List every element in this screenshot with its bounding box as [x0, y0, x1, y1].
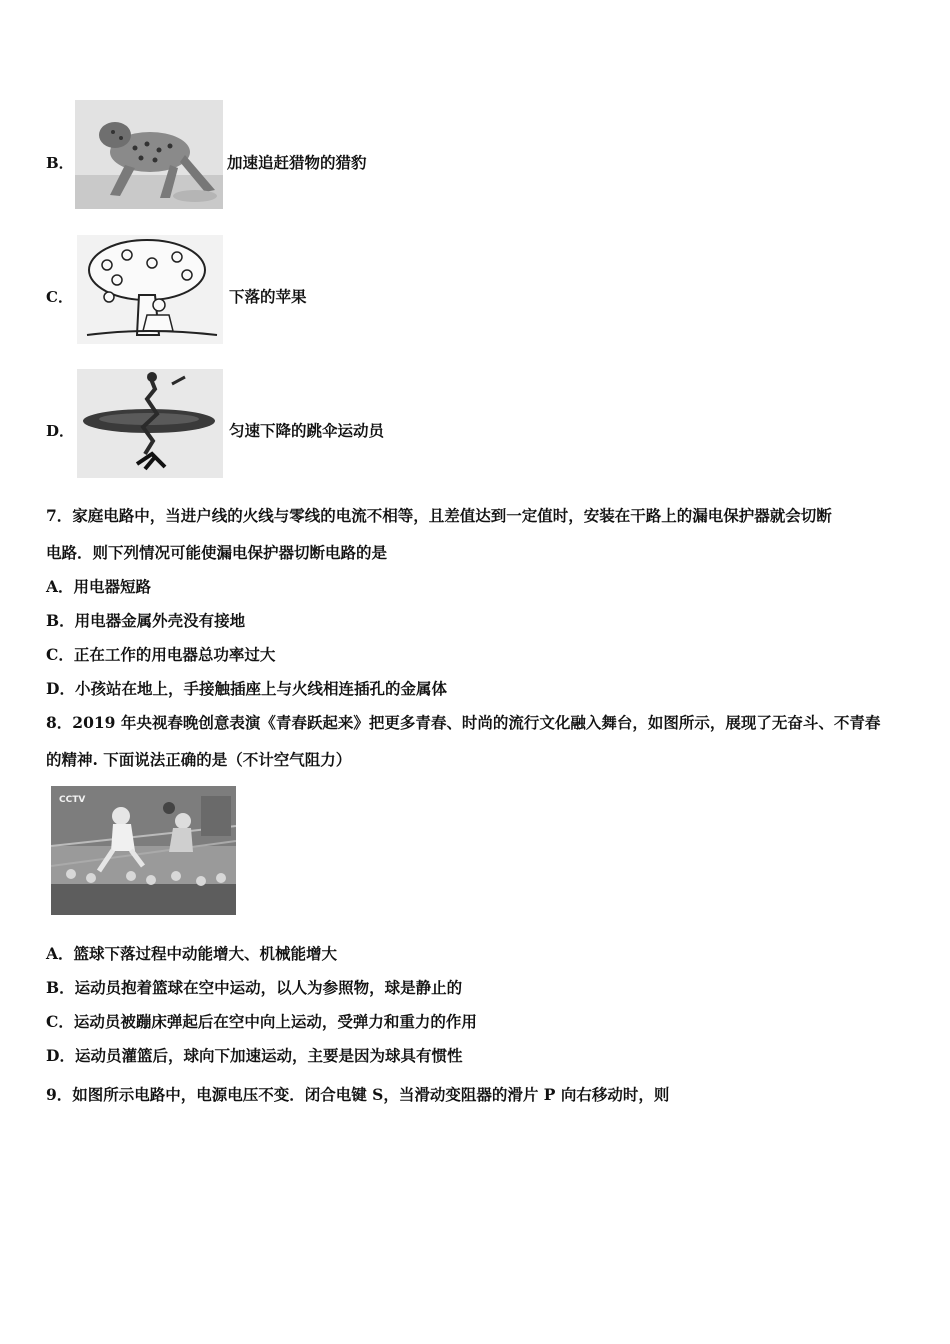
q7-option-d: D．小孩站在地上，手接触插座上与火线相连插孔的金属体: [46, 679, 447, 698]
option-c-letter: C．: [46, 288, 73, 306]
q9-stem-line1: 9．如图所示电路中，电源电压不变．闭合电键 S，当滑动变阻器的滑片 P 向右移动时，则: [46, 1085, 670, 1104]
q7-option-a: A．用电器短路: [46, 577, 152, 596]
cheetah-photo-icon: [75, 100, 223, 209]
q8-stem-line1: 8．2019 年央视春晚创意表演《青春跃起来》把更多青春、时尚的流行文化融入舞台，如图所示，展现了无奋斗、不青春: [46, 713, 881, 732]
q8-option-c: C．运动员被蹦床弹起后在空中向上运动，受弹力和重力的作用: [46, 1012, 477, 1031]
svg-text:CCTV: CCTV: [59, 795, 86, 805]
q7-stem-line1: 7．家庭电路中，当进户线的火线与零线的电流不相等，且差值达到一定值时，安装在干路上的漏电保护器就会切断: [46, 506, 832, 525]
q8-stem-line2: 的精神. 下面说法正确的是（不计空气阻力）: [46, 750, 352, 769]
q8-option-b: B．运动员抱着篮球在空中运动，以人为参照物，球是静止的: [46, 978, 463, 997]
basketball-performance-photo-icon: [51, 786, 236, 915]
option-b-text: 加速追赶猎物的猎豹: [227, 153, 367, 172]
option-d-text: 匀速下降的跳伞运动员: [229, 421, 385, 440]
q8-option-d: D．运动员灌篮后，球向下加速运动，主要是因为球具有惯性: [46, 1046, 463, 1065]
option-d-letter: D．: [46, 422, 75, 440]
q7-option-b: B．用电器金属外壳没有接地: [46, 611, 246, 630]
apple-tree-photo-icon: [77, 235, 223, 344]
option-b-letter: B．: [46, 154, 74, 172]
q7-stem-line2: 电路．则下列情况可能使漏电保护器切断电路的是: [46, 543, 388, 562]
q7-option-c: C．正在工作的用电器总功率过大: [46, 645, 276, 664]
parachutist-photo-icon: [77, 369, 223, 478]
q8-option-a: A．篮球下落过程中动能增大、机械能增大: [46, 944, 338, 963]
option-c-text: 下落的苹果: [229, 287, 307, 306]
